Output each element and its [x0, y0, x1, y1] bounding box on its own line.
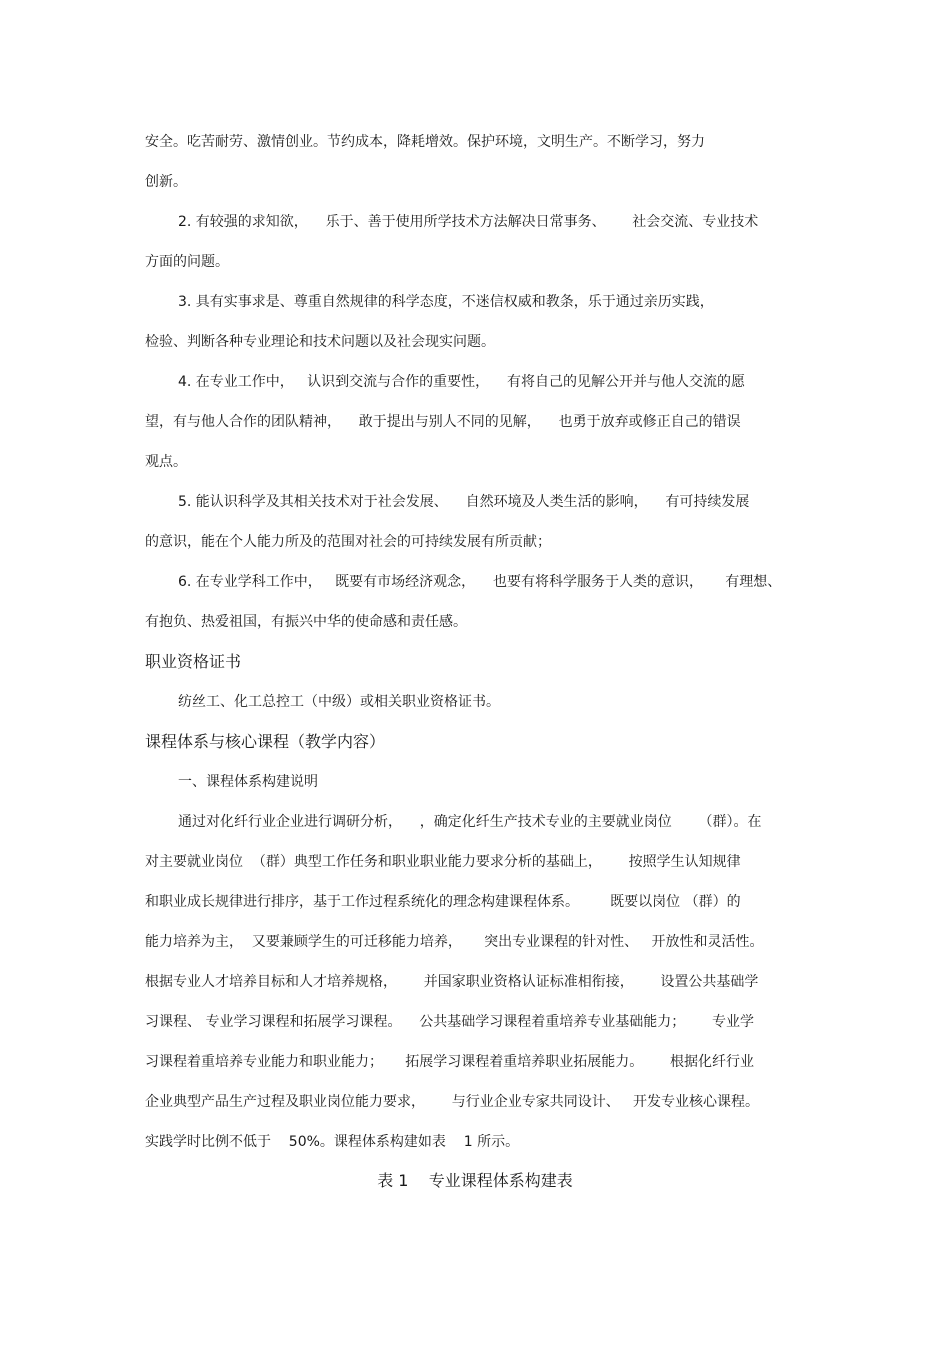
- paragraph-line: 有抱负、热爱祖国，有振兴中华的使命感和责任感。: [145, 614, 467, 630]
- section-heading-course: 课程体系与核心课程（教学内容）: [145, 732, 386, 751]
- section-heading-cert: 职业资格证书: [145, 652, 242, 671]
- paragraph-line: 企业典型产品生产过程及职业岗位能力要求， 与行业企业专家共同设计、 开发专业核心课程。: [145, 1094, 760, 1110]
- paragraph-line: 通过对化纤行业企业进行调研分析， ，确定化纤生产技术专业的主要就业岗位 （群）。在: [178, 814, 762, 830]
- paragraph-line: 对主要就业岗位 （群）典型工作任务和职业职业能力要求分析的基础上， 按照学生认知规律: [145, 854, 741, 870]
- paragraph-line: 3. 具有实事求是、尊重自然规律的科学态度，不迷信权威和教条，乐于通过亲历实践，: [178, 294, 714, 310]
- paragraph-line: 习课程着重培养专业能力和职业能力； 拓展学习课程着重培养职业拓展能力。 根据化纤行业: [145, 1054, 754, 1070]
- paragraph-line: 方面的问题。: [145, 254, 229, 270]
- paragraph-line: 检验、判断各种专业理论和技术问题以及社会现实问题。: [145, 334, 495, 350]
- paragraph-line: 和职业成长规律进行排序，基于工作过程系统化的理念构建课程体系。 既要以岗位 （群）的: [145, 894, 741, 910]
- paragraph-line: 6. 在专业学科工作中， 既要有市场经济观念， 也要有将科学服务于人类的意识， 有理想、: [178, 574, 782, 590]
- cert-body: 纺丝工、化工总控工（中级）或相关职业资格证书。: [178, 694, 500, 710]
- paragraph-line: 根据专业人才培养目标和人才培养规格， 并国家职业资格认证标准相衔接， 设置公共基础学: [145, 974, 759, 990]
- paragraph-line: 的意识，能在个人能力所及的范围对社会的可持续发展有所贡献；: [145, 534, 551, 550]
- paragraph-line: 观点。: [145, 454, 187, 470]
- subsection-heading: 一、课程体系构建说明: [178, 774, 318, 790]
- paragraph-line: 4. 在专业工作中， 认识到交流与合作的重要性， 有将自己的见解公开并与他人交流的愿: [178, 374, 745, 390]
- paragraph-line: 2. 有较强的求知欲， 乐于、善于使用所学技术方法解决日常事务、 社会交流、专业技术: [178, 214, 759, 230]
- paragraph-line: 能力培养为主， 又要兼顾学生的可迁移能力培养， 突出专业课程的针对性、 开放性和灵活性。: [145, 934, 764, 950]
- paragraph-line: 实践学时比例不低于 50%。课程体系构建如表 1 所示。: [145, 1134, 520, 1150]
- paragraph-line: 安全。吃苦耐劳、激情创业。节约成本，降耗增效。保护环境，文明生产。不断学习，努力: [145, 134, 705, 150]
- paragraph-line: 创新。: [145, 174, 187, 190]
- table-caption: 表 1 专业课程体系构建表: [377, 1171, 573, 1190]
- paragraph-line: 习课程、 专业学习课程和拓展学习课程。 公共基础学习课程着重培养专业基础能力； 专业学: [145, 1014, 754, 1030]
- paragraph-line: 望，有与他人合作的团队精神， 敢于提出与别人不同的见解， 也勇于放弃或修正自己的错误: [145, 414, 741, 430]
- paragraph-line: 5. 能认识科学及其相关技术对于社会发展、 自然环境及人类生活的影响， 有可持续发展: [178, 494, 750, 510]
